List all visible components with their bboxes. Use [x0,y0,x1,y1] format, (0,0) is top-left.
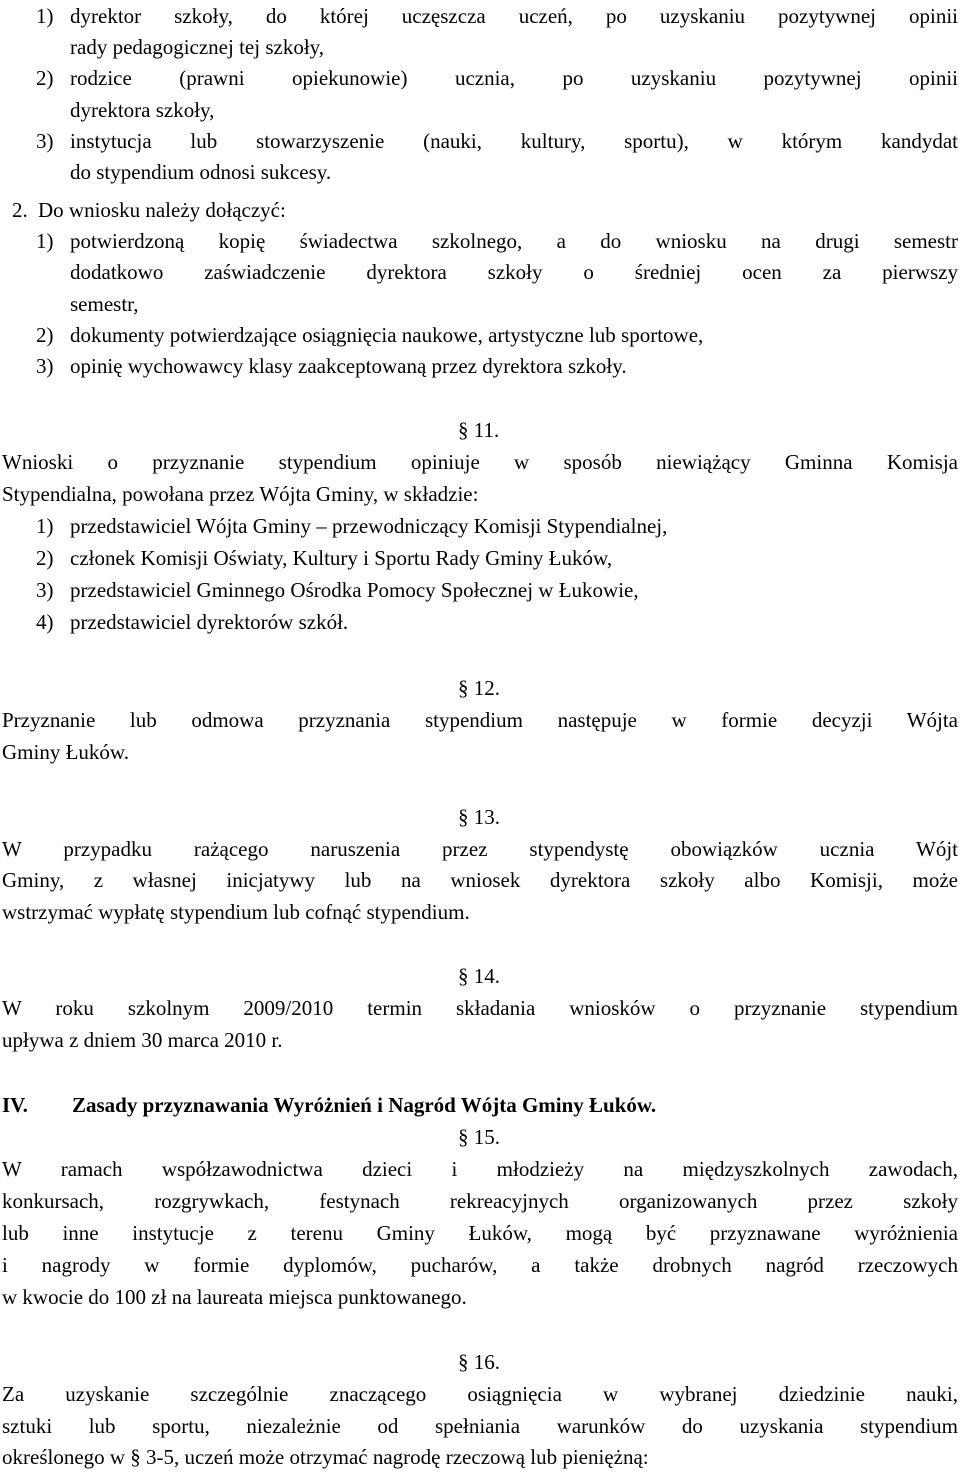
list-number: 2) [36,546,54,570]
list-item-text: przedstawiciel Wójta Gminy – przewodniczący Komisji Stypendialnej, [70,514,668,538]
list-number: 2) [36,66,54,90]
list-item-text: semestr, [70,292,139,316]
paragraph-line: lub inne instytucje z terenu Gminy Łuków, mogą być przyznawane wyróżnienia [2,1221,958,1245]
section-heading: § 15. [458,1125,500,1149]
list-item-text: dodatkowo zaświadczenie dyrektora szkoły o średniej ocen za pierwszy [70,260,958,284]
list-number: 2) [36,323,54,347]
paragraph-line: Wnioski o przyznanie stypendium opiniuje w sposób niewiążący Gminna Komisja [2,450,958,474]
list-number: 3) [36,129,54,153]
paragraph-line: W ramach współzawodnictwa dzieci i młodzieży na międzyszkolnych zawodach, [2,1157,958,1181]
section-heading: § 14. [458,964,500,988]
paragraph-line: W przypadku rażącego naruszenia przez stypendystę obowiązków ucznia Wójt [2,837,958,861]
list-item-text: członek Komisji Oświaty, Kultury i Sportu Rady Gminy Łuków, [70,546,613,570]
list-item-text: przedstawiciel Gminnego Ośrodka Pomocy Społecznej w Łukowie, [70,578,639,602]
paragraph-line: Za uzyskanie szczególnie znaczącego osiągnięcia w wybranej dziedzinie nauki, [2,1382,958,1406]
paragraph-line: wstrzymać wypłatę stypendium lub cofnąć stypendium. [2,900,470,924]
paragraph-line: w kwocie do 100 zł na laureata miejsca punktowanego. [2,1285,467,1309]
list-number: 1) [36,514,54,538]
list-item-text: rady pedagogicznej tej szkoły, [70,35,325,59]
paragraph-line: i nagrody w formie dyplomów, pucharów, a także drobnych nagród rzeczowych [2,1253,958,1277]
paragraph-line: Stypendialna, powołana przez Wójta Gminy, w składzie: [2,482,479,506]
list-item-text: przedstawiciel dyrektorów szkół. [70,610,349,634]
chapter-title: Zasady przyznawania Wyróżnień i Nagród Wójta Gminy Łuków. [72,1093,657,1117]
section-heading: § 12. [458,676,500,700]
list-item-text: dyrektor szkoły, do której uczęszcza uczeń, po uzyskaniu pozytywnej opinii [70,4,958,28]
chapter-number: IV. [2,1093,28,1117]
paragraph-line: Gminy Łuków. [2,740,129,764]
list-item-text: instytucja lub stowarzyszenie (nauki, kultury, sportu), w którym kandydat [70,129,958,153]
paragraph-line: określonego w § 3-5, uczeń może otrzymać nagrodę rzeczową lub pieniężną: [2,1445,649,1469]
list-item-text: potwierdzoną kopię świadectwa szkolnego, a do wniosku na drugi semestr [70,229,958,253]
list-number: 3) [36,578,54,602]
list-item-text: dokumenty potwierdzające osiągnięcia naukowe, artystyczne lub sportowe, [70,323,704,347]
list-item-text: dyrektora szkoły, [70,98,215,122]
paragraph-line: Przyznanie lub odmowa przyznania stypendium następuje w formie decyzji Wójta [2,708,958,732]
list-item-text: rodzice (prawni opiekunowie) ucznia, po uzyskaniu pozytywnej opinii [70,66,958,90]
section-heading: § 13. [458,805,500,829]
list-item-text: do stypendium odnosi sukcesy. [70,160,332,184]
paragraph-line: konkursach, rozgrywkach, festynach rekreacyjnych organizowanych przez szkoły [2,1189,958,1213]
point-number: 2. [12,198,28,222]
section-heading: § 11. [458,418,500,442]
paragraph-line: W roku szkolnym 2009/2010 termin składania wniosków o przyznanie stypendium [2,996,958,1020]
paragraph-line: Gminy, z własnej inicjatywy lub na wniosek dyrektora szkoły albo Komisji, może [2,868,958,892]
list-number: 4) [36,610,54,634]
paragraph-line: sztuki lub sportu, niezależnie od spełniania warunków do uzyskania stypendium [2,1414,958,1438]
paragraph-line: upływa z dniem 30 marca 2010 r. [2,1028,283,1052]
list-number: 3) [36,354,54,378]
section-heading: § 16. [458,1350,500,1374]
point-text: Do wniosku należy dołączyć: [38,198,286,222]
list-number: 1) [36,4,54,28]
list-item-text: opinię wychowawcy klasy zaakceptowaną przez dyrektora szkoły. [70,354,627,378]
list-number: 1) [36,229,54,253]
